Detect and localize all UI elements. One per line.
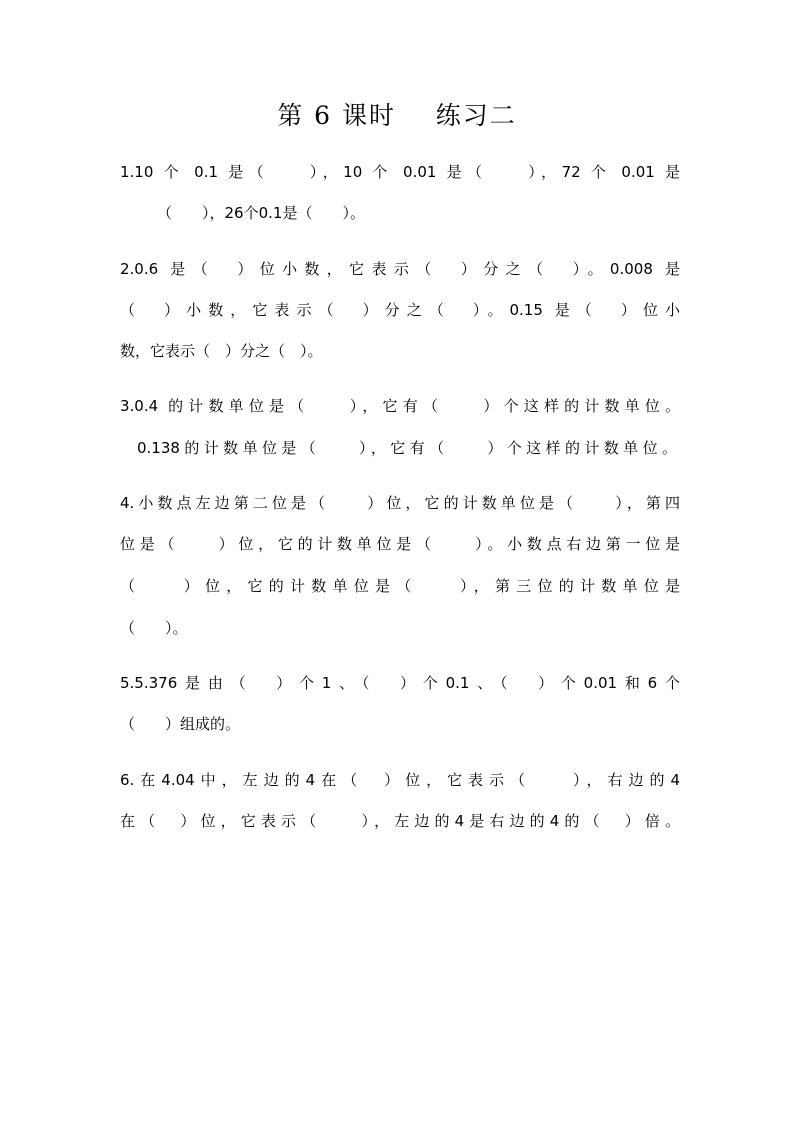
question-4-line-4: （ ）。 [120, 619, 188, 637]
question-4-line-3: （ ）位，它的计数单位是（ ），第三位的计数单位是 [120, 577, 680, 595]
question-6-line-1: 6.在4.04中，左边的4在（ ）位，它表示（ ），右边的4 [120, 771, 680, 789]
question-3-line-1: 3.0.4 的计数单位是（ ），它有（ ）个这样的计数单位。 [120, 397, 680, 415]
question-1-line-1: 1.10 个 0.1 是（ ），10 个 0.01 是（ ），72 个 0.01 是 [120, 163, 680, 181]
question-2-line-3: 数，它表示（ ）分之（ ）。 [120, 342, 323, 360]
question-2-line-1: 2.0.6 是（ ）位小数，它表示（ ）分之（ ）。0.008 是 [120, 260, 680, 278]
question-6-line-2: 在（ ）位，它表示（ ），左边的4是右边的4的（ ）倍。 [120, 812, 680, 830]
question-5-line-1: 5.5.376是由（ ）个1、（ ）个0.1、（ ）个0.01和6个 [120, 674, 680, 692]
question-3-line-2: 0.138的计数单位是（ ），它有（ ）个这样的计数单位。 [137, 439, 677, 457]
question-2-line-2: （ ）小数，它表示（ ）分之（ ）。0.15 是（ ）位小 [120, 301, 680, 319]
page-title: 第 6 课时 练习二 [277, 101, 517, 130]
question-5-line-2: （ ）组成的。 [120, 715, 241, 733]
question-1-line-2: （ ），26个0.1是（ ）。 [157, 204, 365, 222]
question-4-line-1: 4.小数点左边第二位是（ ）位，它的计数单位是（ ），第四 [120, 494, 680, 512]
question-4-line-2: 位是（ ）位，它的计数单位是（ ）。小数点右边第一位是 [120, 535, 680, 553]
